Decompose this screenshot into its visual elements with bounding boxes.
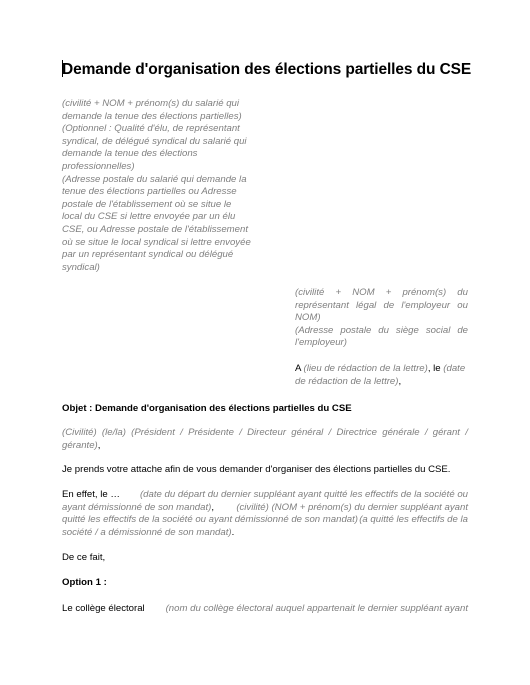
recipient-block [295,287,468,350]
sender-line: demande la tenue des élections partielles) [62,110,242,122]
effet-line-2 [62,502,468,515]
word: (Président [131,427,175,438]
word: (Civilité) [62,427,97,438]
sender-line: (civilité + NOM + prénom(s) du salarié qui [62,98,240,109]
dateline-date-cont: de rédaction de la lettre) [295,375,399,387]
sender-line: (Adresse postale du salarié qui demande la [62,173,247,185]
word: + [385,287,392,298]
word: Directeur [247,427,287,438]
word: / [328,427,332,438]
word: (le/la) [101,427,126,438]
word: (civilité [295,287,325,298]
placeholder-text: (date du départ du dernier suppléant ayant quitté les effectifs de la société ou [139,489,468,500]
recipient-line-5: l'employeur) [295,337,347,349]
word: légal [356,299,377,311]
college-line-1 [62,603,468,616]
sender-line: professionnelles) [62,160,135,172]
word: de [383,299,395,311]
recipient-line-4 [295,325,468,338]
word: / [180,427,183,438]
paragraph-de-ce-fait: De ce fait, [62,552,106,563]
word: du [457,287,468,298]
placeholder-text: ayant démissionné de son mandat) [62,501,212,513]
sender-line: tenue des élections partielles ou Adresse [62,186,237,198]
document-title [62,60,472,79]
word: social [425,324,451,336]
recipient-line-3: NOM) [295,312,321,324]
text: En effet, le … [62,489,120,500]
salutation [62,427,468,452]
dateline-place: (lieu de rédaction de la lettre) [303,363,428,374]
word: + [335,287,342,298]
word: NOM [352,287,375,298]
word: postale [340,324,372,336]
sender-line: syndical) [62,261,100,273]
punctuation: , [97,439,101,451]
sender-line: CSE, ou Adresse postale de l'établissement [62,223,248,235]
word: gérant [432,427,460,438]
word: (Adresse [295,324,334,336]
recipient-line-1 [295,287,468,300]
word: prénom(s) [402,287,447,298]
dateline-block [295,363,468,388]
effet-line-3 [62,514,468,527]
placeholder-text: quitté les effectifs de la société ou ayant démissionné de son mandat) [62,514,358,526]
placeholder-text: (civilité) (NOM + prénom(s) du dernier suppléant ayant [236,501,468,513]
placeholder-text: (a quitté les effectifs de la [359,514,468,526]
sender-line: local du CSE si lettre envoyée par un élu [62,211,236,223]
dateline-prefix: A [295,363,301,374]
paragraph-attache: Je prends votre attache afin de vous demander d'organiser des élections partielles du CSE. [62,464,451,475]
word: représentant [295,299,349,311]
sender-line: où se situe le local syndical si lettre envoyée [62,236,251,248]
word: Présidente [188,427,234,438]
placeholder-text: société / a démissionné de son mandat) [62,526,232,538]
word: du [378,324,389,336]
word: siège [395,324,419,336]
salutation-line-1 [62,427,468,440]
word: Directrice [336,427,377,438]
sender-line: postale de l'établissement où se situe le [62,198,232,210]
word: / [239,427,242,438]
punctuation: , [211,501,214,513]
word: / [465,427,468,438]
word: gérante) [62,439,98,451]
salutation-line-2 [62,440,468,453]
word: / [424,427,428,438]
sender-block [62,98,262,274]
word: de [457,324,468,336]
sender-line: (Optionnel : Qualité d'élu, de représentant [62,123,240,135]
paragraph-effet [62,489,468,539]
sender-line: par un représentant syndical ou délégué [62,249,234,261]
effet-line-4 [62,527,468,540]
dateline-line-2 [295,376,468,389]
paragraph-college [62,603,468,616]
dateline-date: (date [443,363,466,374]
text: Le collège électoral [62,603,145,614]
placeholder-text: (nom du collège électoral auquel appartenait le dernier suppléant ayant [165,603,468,614]
punctuation: . [231,526,235,538]
sender-line: syndical, de délégué syndical du salarié qui [62,135,247,147]
subject-line: Objet : Demande d'organisation des élections partielles du CSE [62,403,352,414]
word: l'employeur [401,299,451,311]
word: général [291,427,324,438]
dateline-suffix: , [398,375,402,387]
document-title-text: Demande d'organisation des élections partielles du CSE [62,61,472,78]
sender-line: demande la tenue des élections [62,148,198,160]
effet-line-1 [62,489,468,502]
dateline-line-1 [295,363,468,376]
option-1-heading: Option 1 : [62,577,107,588]
word: ou [457,299,468,311]
word: générale [382,427,420,438]
recipient-line-2 [295,300,468,313]
dateline-joiner: , le [427,363,441,374]
